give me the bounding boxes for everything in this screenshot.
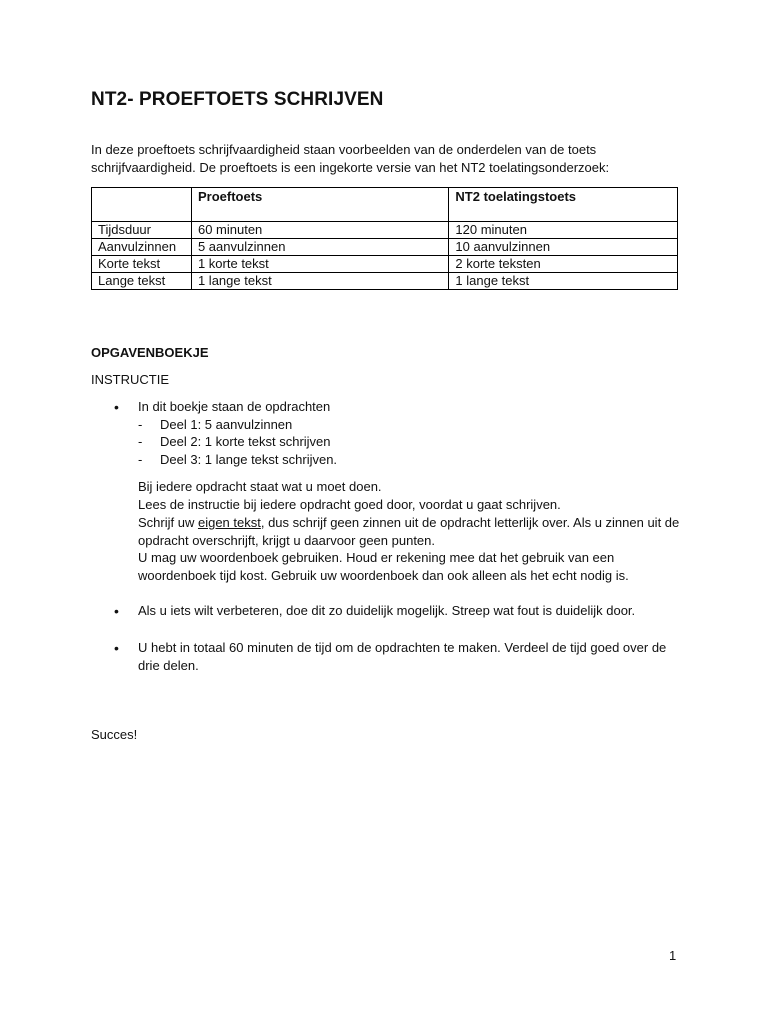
- table-cell: 1 korte tekst: [191, 256, 448, 273]
- table-cell: 60 minuten: [191, 222, 448, 239]
- instruction-line: Bij iedere opdracht staat wat u moet doen.: [138, 479, 382, 494]
- table-row: [92, 256, 678, 273]
- table-row: [92, 273, 678, 290]
- instruction-text: Schrijf uw: [138, 515, 198, 530]
- instruction-line: Lees de instructie bij iedere opdracht goed door, voordat u gaat schrijven.: [138, 497, 561, 512]
- section-heading: OPGAVENBOEKJE: [91, 345, 209, 360]
- table-cell: Korte tekst: [92, 256, 192, 273]
- bullet-icon: •: [114, 640, 119, 656]
- table-row: [92, 222, 678, 239]
- dash-icon: -: [138, 417, 143, 432]
- dash-item-text: Deel 3: 1 lange tekst schrijven.: [160, 452, 338, 467]
- bullet-text: U hebt in totaal 60 minuten de tijd om de opdrachten te maken. Verdeel de tijd goed over de drie delen.: [138, 640, 667, 673]
- table-header-empty: [92, 188, 192, 222]
- dash-item-text: Deel 1: 5 aanvulzinnen: [160, 417, 293, 432]
- table-cell: Tijdsduur: [92, 222, 192, 239]
- table-cell: 1 lange tekst: [191, 273, 448, 290]
- table-row: [92, 239, 678, 256]
- instruction-heading: INSTRUCTIE: [91, 372, 169, 387]
- bullet-icon: •: [114, 603, 119, 619]
- comparison-table: [91, 187, 678, 290]
- table-cell: 10 aanvulzinnen: [449, 239, 678, 256]
- table-cell: 1 lange tekst: [449, 273, 678, 290]
- table-cell: 5 aanvulzinnen: [191, 239, 448, 256]
- dash-icon: -: [138, 452, 143, 467]
- table-header-row: [92, 188, 678, 222]
- page-number: 1: [669, 948, 677, 963]
- table-cell: 2 korte teksten: [449, 256, 678, 273]
- table-cell: Aanvulzinnen: [92, 239, 192, 256]
- instruction-paragraph: U mag uw woordenboek gebruiken. Houd er rekening mee dat het gebruik van een woordenboek tijd kost. Gebruik uw woordenboek dan ook alleen als het echt nodig is.: [138, 550, 629, 583]
- table-cell: 120 minuten: [449, 222, 678, 239]
- closing-text: Succes!: [91, 727, 138, 742]
- bullet-text: Als u iets wilt verbeteren, doe dit zo duidelijk mogelijk. Streep wat fout is duidelijk door.: [138, 603, 636, 618]
- bullet-icon: •: [114, 399, 119, 415]
- dash-icon: -: [138, 434, 143, 449]
- instruction-paragraph: [138, 514, 681, 550]
- table-cell: Lange tekst: [92, 273, 192, 290]
- intro-paragraph: In deze proeftoets schrijfvaardigheid staan voorbeelden van de onderdelen van de toets schrijfvaardigheid. De proeftoets is een ingekorte versie van het NT2 toelatingsonderzoek:: [91, 142, 610, 175]
- document-title: NT2- PROEFTOETS SCHRIJVEN: [91, 89, 384, 110]
- instruction-text: , dus schrijf geen zinnen uit de opdracht letterlijk over. Als u zinnen uit de opdracht overschrijft, krijgt u daarvoor geen punten.: [138, 515, 680, 548]
- underlined-phrase: eigen tekst: [197, 515, 261, 530]
- table-header-proeftoets: Proeftoets: [191, 188, 448, 222]
- dash-item-text: Deel 2: 1 korte tekst schrijven: [160, 434, 331, 449]
- bullet-text: In dit boekje staan de opdrachten: [138, 399, 331, 414]
- table-header-nt2: NT2 toelatingstoets: [449, 188, 678, 222]
